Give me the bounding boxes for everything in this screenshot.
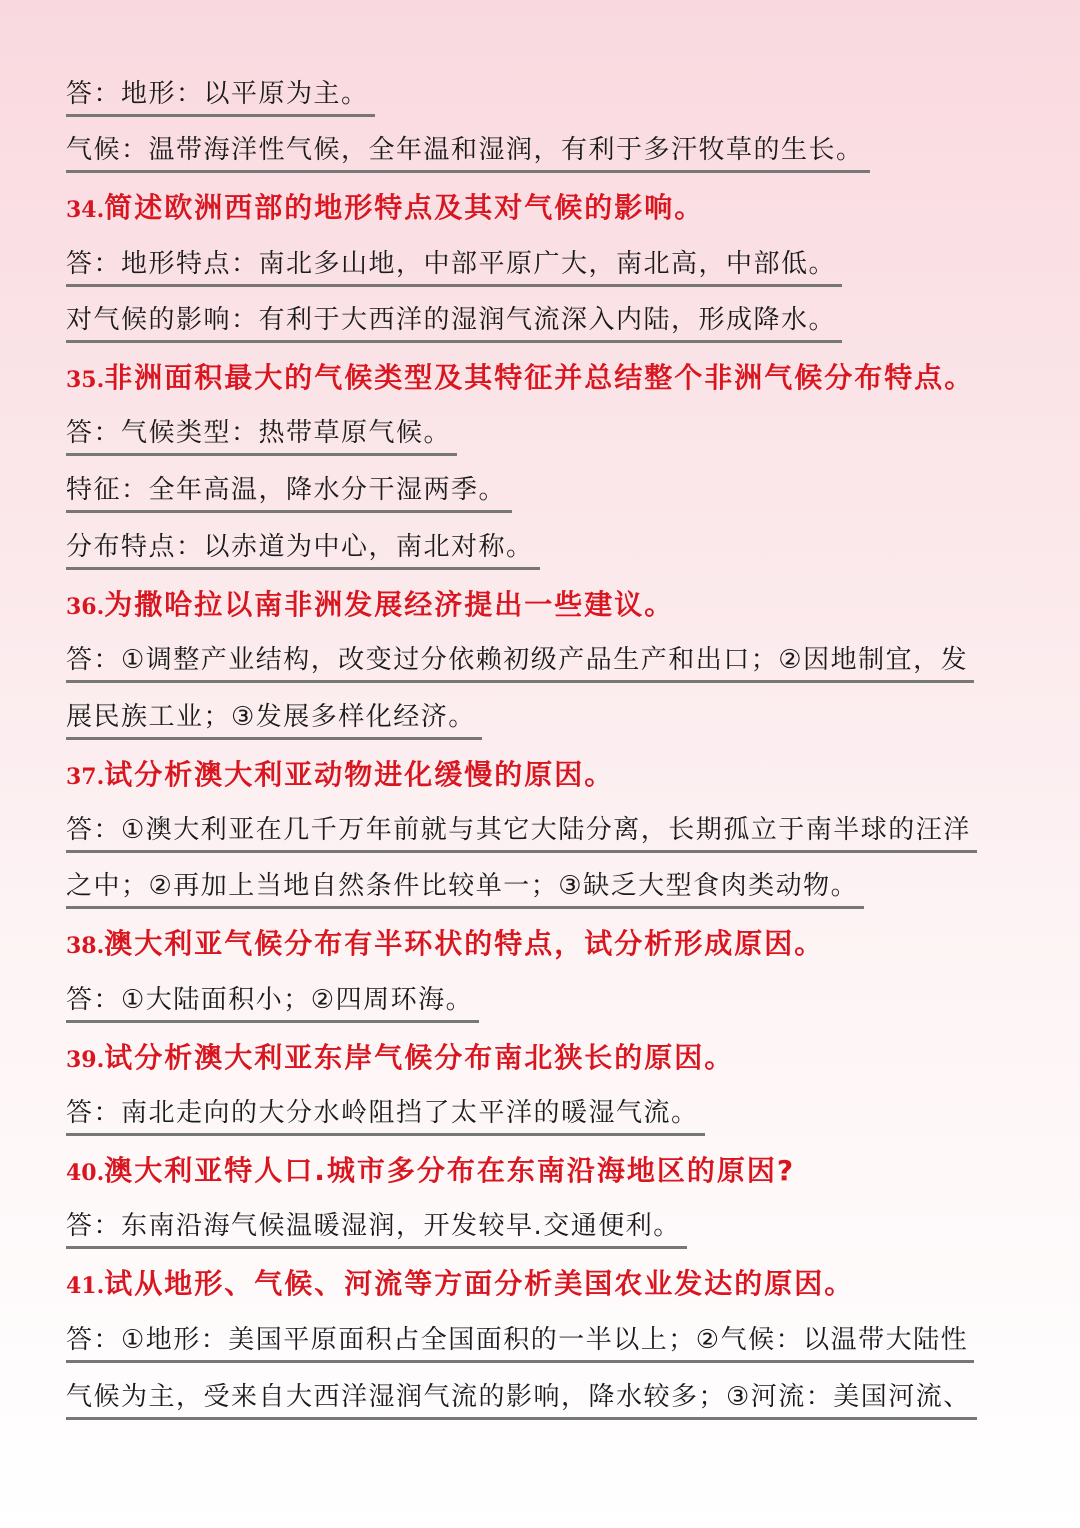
- question-number: 38.: [66, 933, 105, 959]
- answer-line: 答：地形：以平原为主。: [66, 74, 375, 117]
- question-heading: [66, 188, 704, 228]
- question-text: 澳大利亚特人口.城市多分布在东南沿海地区的原因?: [104, 1154, 796, 1187]
- question-number: 40.: [66, 1160, 105, 1186]
- question-number: 37.: [66, 764, 105, 790]
- question-heading: [66, 585, 674, 625]
- question-heading: [66, 1264, 854, 1304]
- question-heading: [66, 755, 614, 795]
- question-number: 34.: [66, 197, 105, 223]
- question-text: 试分析澳大利亚东岸气候分布南北狭长的原因。: [104, 1041, 735, 1074]
- answer-line: 对气候的影响：有利于大西洋的湿润气流深入内陆，形成降水。: [66, 300, 842, 343]
- question-number: 41.: [66, 1273, 105, 1299]
- answer-line: 答：地形特点：南北多山地，中部平原广大，南北高，中部低。: [66, 244, 842, 287]
- answer-line: 答：气候类型：热带草原气候。: [66, 413, 457, 456]
- answer-line: 气候为主，受来自大西洋湿润气流的影响，降水较多；③河流：美国河流、: [66, 1377, 977, 1420]
- answer-line: 答：①调整产业结构，改变过分依赖初级产品生产和出口；②因地制宜，发: [66, 640, 974, 683]
- answer-line: 分布特点：以赤道为中心，南北对称。: [66, 527, 540, 570]
- question-number: 35.: [66, 367, 105, 393]
- question-text: 试从地形、气候、河流等方面分析美国农业发达的原因。: [104, 1267, 855, 1300]
- question-heading: [66, 358, 974, 398]
- question-text: 非洲面积最大的气候类型及其特征并总结整个非洲气候分布特点。: [104, 361, 975, 394]
- question-number: 39.: [66, 1047, 105, 1073]
- question-number: 36.: [66, 594, 105, 620]
- question-heading: [66, 1151, 795, 1191]
- answer-line: 答：东南沿海气候温暖湿润，开发较早.交通便利。: [66, 1206, 687, 1249]
- answer-line: 气候：温带海洋性气候，全年温和湿润，有利于多汗牧草的生长。: [66, 130, 870, 173]
- question-text: 澳大利亚气候分布有半环状的特点，试分析形成原因。: [104, 927, 825, 960]
- answer-line: 答：①澳大利亚在几千万年前就与其它大陆分离，长期孤立于南半球的汪洋: [66, 810, 977, 853]
- question-heading: [66, 924, 824, 964]
- answer-line: 答：①大陆面积小；②四周环海。: [66, 980, 479, 1023]
- answer-line: 特征：全年高温，降水分干湿两季。: [66, 470, 512, 513]
- answer-line: 展民族工业；③发展多样化经济。: [66, 697, 482, 740]
- question-text: 为撒哈拉以南非洲发展经济提出一些建议。: [104, 588, 675, 621]
- answer-line: 之中；②再加上当地自然条件比较单一；③缺乏大型食肉类动物。: [66, 866, 864, 909]
- answer-line: 答：南北走向的大分水岭阻挡了太平洋的暖湿气流。: [66, 1093, 705, 1136]
- question-text: 试分析澳大利亚动物进化缓慢的原因。: [104, 758, 615, 791]
- answer-line: 答：①地形：美国平原面积占全国面积的一半以上；②气候：以温带大陆性: [66, 1320, 974, 1363]
- question-heading: [66, 1038, 734, 1078]
- question-text: 简述欧洲西部的地形特点及其对气候的影响。: [104, 191, 705, 224]
